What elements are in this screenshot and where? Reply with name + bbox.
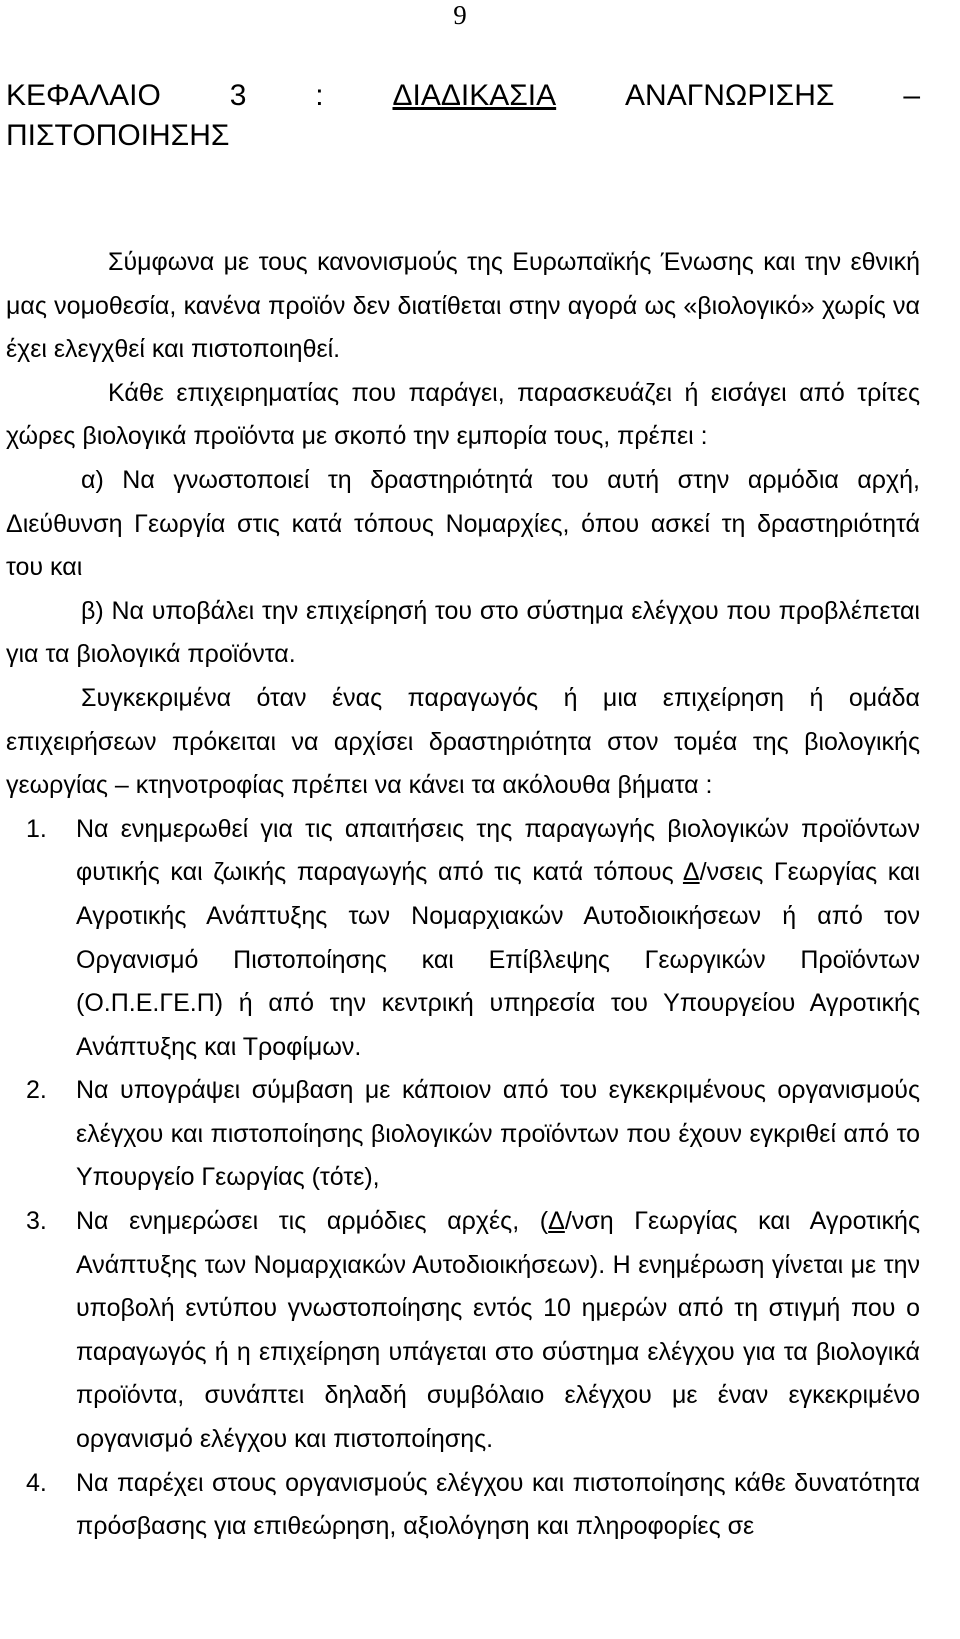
list-item-text: Να ενημερωθεί για τις απαιτήσεις της παραγωγής βιολογικών προϊόντων φυτικής και ζωικής παραγωγής από τις κατά τόπους Δ/νσεις Γεωργίας και Αγροτικής Ανάπτυξης των Νομαρχιακών Αυτοδιοικήσεων ή από τον Οργανισμό Πιστοποίησης και Επίβλεψης Γεωργικών Προϊόντων (Ο.Π.Ε.ΓΕ.Π) ή από την κεντρική υπηρεσία του Υπουργείου Αγροτικής Ανάπτυξης και Τροφίμων. (76, 814, 920, 1061)
heading-word: ΚΕΦΑΛΑΙΟ (6, 79, 161, 112)
heading-word: ΑΝΑΓΝΩΡΙΣΗΣ (625, 79, 835, 112)
list-item-text: Να υπογράψει σύμβαση με κάποιον από του εγκεκριμένους οργανισμούς ελέγχου και πιστοποίησης βιολογικών προϊόντων που έχουν εγκριθεί από το Υπουργείο Γεωργίας (τότε), (76, 1076, 920, 1192)
page-number: 9 (453, 0, 467, 30)
heading-line-2: ΠΙΣΤΟΠΟΙΗΣΗΣ (6, 119, 230, 152)
paragraph: α) Να γνωστοποιεί τη δραστηριότητά του αυτή στην αρμόδια αρχή, Διεύθυνση Γεωργία στις κατά τόπους Νομαρχίες, όπου ασκεί τη δραστηριότητά του και (6, 465, 920, 582)
list-item-number: 3. (26, 1207, 47, 1236)
heading-line-1 (6, 76, 920, 116)
list-item-text: Να παρέχει στους οργανισμούς ελέγχου και πιστοποίησης κάθε δυνατότητα πρόσβασης για επιθεώρηση, αξιολόγηση και πληροφορίες σε (76, 1468, 920, 1541)
list-item (6, 1200, 920, 1462)
list-item (6, 1069, 920, 1200)
paragraph: β) Να υποβάλει την επιχείρησή του στο σύστημα ελέγχου που προβλέπεται για τα βιολογικά προϊόντα. (6, 596, 920, 669)
paragraph: Κάθε επιχειρηματίας που παράγει, παρασκευάζει ή εισάγει από τρίτες χώρες βιολογικά προϊόντα με σκοπό την εμπορία τους, πρέπει : (6, 378, 920, 451)
list-item-number: 1. (26, 814, 47, 843)
steps-list (6, 808, 920, 1549)
paragraph: Συγκεκριμένα όταν ένας παραγωγός ή μια επιχείρηση ή ομάδα επιχειρήσεων πρόκειται να αρχίσει δραστηριότητα στον τομέα της βιολογικής γεωργίας – κτηνοτροφίας πρέπει να κάνει τα ακόλουθα βήματα : (6, 683, 920, 800)
heading-word: ΔΙΑΔΙΚΑΣΙΑ (392, 79, 557, 112)
chapter-heading (6, 76, 920, 156)
list-item-number: 4. (26, 1468, 47, 1497)
document-body (6, 241, 920, 1549)
list-item (6, 808, 920, 1070)
list-item-text: Να ενημερώσει τις αρμόδιες αρχές, (Δ/νση Γεωργίας και Αγροτικής Ανάπτυξης των Νομαρχιακών Αυτοδιοικήσεων). Η ενημέρωση γίνεται με την υποβολή εντύπου γνωστοποίησης εντός 10 ημερών από τη στιγμή που ο παραγωγός ή η επιχείρηση υπάγεται στο σύστημα ελέγχου για τα βιολογικά προϊόντα, συνάπτει δηλαδή συμβόλαιο ελέγχου με έναν εγκεκριμένο οργανισμό ελέγχου και πιστοποίησης. (76, 1207, 920, 1454)
list-item (6, 1462, 920, 1549)
list-item-number: 2. (26, 1076, 47, 1105)
heading-word: 3 (229, 79, 247, 112)
heading-word: : (315, 79, 324, 112)
paragraph: Σύμφωνα με τους κανονισμούς της Ευρωπαϊκής Ένωσης και την εθνική μας νομοθεσία, κανένα προϊόν δεν διατίθεται στην αγορά ως «βιολογικό» χωρίς να έχει ελεγχθεί και πιστοποιηθεί. (6, 248, 920, 364)
heading-word: – (903, 79, 920, 112)
